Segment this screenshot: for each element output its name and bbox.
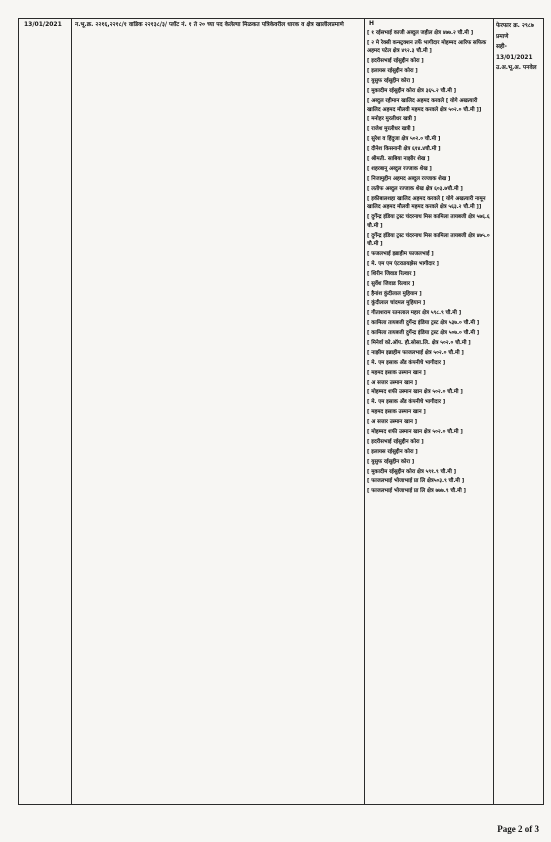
holder-entry: [ इदरीसभाई रईसुद्दीन कोरा ] <box>367 438 424 445</box>
holder-entry: [ सुरेश व हिंदुजा क्षेत्र ५०२.० चौ.मी ] <box>367 136 441 143</box>
holder-entry: [ युसुफ रईसुद्दीन कोरा ] <box>367 458 415 465</box>
entry-date: 13/01/2021 <box>24 21 62 28</box>
holder-entry: [ मे. एम इसाक अँड कंपनीचे भागीदार ] <box>367 359 446 366</box>
holder-entry: [ कामिला तायबजी दुर्गेन्द्र इंडिया ट्रस्ट क्षेत्र ५३७.० चौ.मी ] <box>367 320 480 327</box>
holder-entry: [ १ रईसभाई काजी अब्दुल जहील क्षेत्र ४७७.२ चौ.मी ] <box>367 30 474 36</box>
column-divider <box>71 19 72 804</box>
remark-signed: सही- <box>496 44 507 50</box>
holder-entry: [ शहरबानू अब्दुल रज्जाक शेख ] <box>367 165 432 172</box>
holder-entry: [ मिनेर्वा को.ऑप. हौ.सोसा.लि. क्षेत्र ५०२.० चौ.मी ] <box>367 340 471 347</box>
holder-entry: [ इदरीसभाई रईसुद्दीन कोरा ] <box>367 58 424 65</box>
holder-entry: [ हैनांश कुंदीलाल मुहियान ] <box>367 290 422 297</box>
holder-entry: [ गीताशराम रतनलाल महार क्षेत्र ५९८.९ चौ.मी ] <box>367 310 462 317</box>
column-divider <box>493 19 494 804</box>
holder-entry: [ महमद इसाक उस्मान खान ] <box>367 369 426 376</box>
transaction-description: न.भू.क्र. २२१६,२२१८/१ वाडिक २२१३८/३/ प्लॉट नं. १ ते २० च्या पद केलेल्या मिळकत पत्रिकेवरील धारक व क्षेत्र खालीलप्रमाणे <box>75 22 344 28</box>
holder-entry: [ सुर्वेश जिवाड रिल्वार ] <box>367 280 415 287</box>
holder-entry: [ अब्दुल रहीमान खालिद अहमद करवले [ योगे अखत्यारी खालिद अहमद मौलवी महमद करवले क्षेत्र ५०२.० चौ.मी ]] <box>367 97 482 113</box>
holder-entry: [ २ मे रेक्सी कन्स्ट्रक्शन तर्फे भागीदार मोहम्मद आरिफ सफिक अहमद पटेल क्षेत्र ४९२.३ चौ.मी ] <box>367 39 487 55</box>
holder-entry: [ इलायस रईसुद्दीन कोरा ] <box>367 68 418 75</box>
holder-entry: [ राजेश मुरलीधर खत्री ] <box>367 126 415 133</box>
holder-entry: [ दीनेश किसनानी क्षेत्र ६१४.४चौ.मी ] <box>367 146 441 153</box>
holder-entry: [ मोहम्मद शफी उस्मान खान क्षेत्र ५०२.० चौ.मी ] <box>367 429 463 436</box>
holder-entry: [ कुंदीलाल चांदमल मुहियान ] <box>367 300 426 307</box>
holder-entry: [ निजामुद्दीन अहमद अब्दुल रज्जाक शेख ] <box>367 175 451 182</box>
holder-entry: [ युसुफ रईसुद्दीन कोरा ] <box>367 78 415 85</box>
holder-entry: [ कामिला तायबजी दुर्गेन्द्र इंडिया ट्रस्ट क्षेत्र ५०७.० चौ.मी ] <box>367 330 480 337</box>
remark-date: 13/01/2021 <box>496 54 533 61</box>
holder-entry: [ अ सत्तार उस्मान खान ] <box>367 379 418 386</box>
holders-column <box>367 19 491 497</box>
page-number: Page 2 of 3 <box>497 824 539 834</box>
holder-entry: [ फाजलभाई भोजाभाई प्रा लि क्षेत्र५०३.९ चौ.मी ] <box>367 478 465 485</box>
holder-entry: [ दुर्गेन्द्र इंडिया ट्रस्ट चंदरनाथ मिस कामिला तायबजी क्षेत्र ४७५.० चौ.मी ] <box>367 232 490 248</box>
holder-entry: [ श्रीमती. साबिया नाझीर शेख ] <box>367 155 430 162</box>
holder-entry: [ महमद इसाक उस्मान खान ] <box>367 409 426 416</box>
remarks-column <box>496 21 544 74</box>
holder-entry: [ फाजलभाई भोजाभाई प्रा लि क्षेत्र ७७७.९ चौ.मी ] <box>367 488 466 495</box>
holder-entry: [ इलायस रईसुद्दीन कोरा ] <box>367 448 418 455</box>
column-divider <box>364 19 365 804</box>
remark-as-per: प्रमाणे <box>496 33 509 40</box>
holder-entry: [ अ सत्तार उस्मान खान ] <box>367 419 418 426</box>
holder-entry: [ मुकादीम रईसुद्दीन कोरा क्षेत्र ५९१.९ चौ.मी ] <box>367 468 457 475</box>
holder-entry: [ नाझीम इब्राहीम फाजलभाई क्षेत्र ५०२.० चौ.मी ] <box>367 349 464 356</box>
holder-entry: [ मे. एम एम एंटरप्रायझेस भागीदार ] <box>367 260 439 267</box>
holder-entry: [ मुकादीम रईसुद्दीन कोरा क्षेत्र ३६५.२ चौ.मी ] <box>367 88 457 95</box>
holder-entry: [ फजलभाई इब्राहीम फाजलभाई ] <box>367 251 434 257</box>
holders-list <box>367 29 491 496</box>
holder-entry: [ लतीफ अब्दुल रज्जाक शेख क्षेत्र ६०३.७चौ.मी ] <box>367 185 463 192</box>
holders-header: H <box>369 20 375 27</box>
remark-officer: उ.अ.भू.अ. पनवेल <box>496 65 537 71</box>
holder-entry: [ मनोहर मुरलीधर खत्री ] <box>367 116 417 123</box>
holder-entry: [ शिरीन जिवाड रिल्वार ] <box>367 270 416 277</box>
holder-entry: [ दुर्गेन्द्र इंडिया ट्रस्ट चंदरनाथ मिस कामिला तायबजी क्षेत्र ५७६.६ चौ.मी ] <box>367 214 490 229</box>
holder-entry: [ मे. एम इसाक अँड कंपनीचे भागीदार ] <box>367 399 446 406</box>
remark-mutation-no: फेरफार क्र. २९८७ <box>496 23 534 29</box>
holder-entry: [ मोहम्मद शफी उस्मान खान क्षेत्र ५०२.० चौ.मी ] <box>367 389 463 396</box>
mutation-register-table <box>18 18 544 805</box>
holder-entry: [ इकीबालशहा खालिद अहमद करवले [ योगे अखत्यारी नामून खालिद अहमद मौलवी महमद करवले क्षेत्र ५६३.२ चौ.मी ]] <box>367 195 486 211</box>
